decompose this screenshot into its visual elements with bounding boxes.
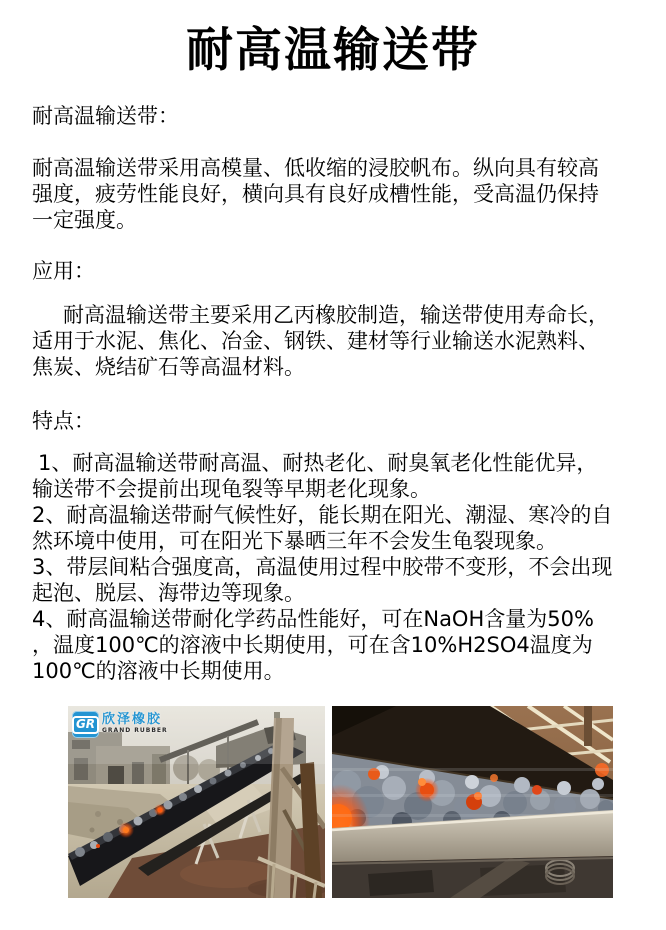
gr-logo-icon [72,711,99,738]
text-line: 一定强度。 [32,208,137,232]
brand-logo [72,711,168,738]
product-description [32,103,632,684]
text-line: 强度，疲劳性能良好，横向具有良好成槽性能，受高温仍保持 [32,182,599,206]
brand-name-en: GRAND RUBBER [102,727,168,734]
text-line: 耐高温输送带采用高模量、低收缩的浸胶帆布。纵向具有较高 [32,156,599,180]
photo-conveyor-installation [68,706,325,898]
text-line: 耐高温输送带主要采用乙丙橡胶制造，输送带使用寿命长， [63,303,609,327]
application-label: 应用： [32,259,95,283]
feature-line: 起泡、脱层、海带边等现象。 [32,581,305,605]
feature-line: 输送带不会提前出现龟裂等早期老化现象。 [32,477,431,501]
hot-material-illustration [332,706,613,898]
photo-hot-material-closeup [332,706,613,898]
product-photos [68,706,614,898]
text-line: 焦炭、烧结矿石等高温材料。 [32,355,305,379]
feature-line: 1、耐高温输送带耐高温、耐热老化、耐臭氧老化性能优异， [38,451,598,475]
intro-label: 耐高温输送带： [32,104,179,128]
gr-monogram: GR [72,716,99,734]
feature-line: 4、耐高温输送带耐化学药品性能好，可在NaOH含量为50% [32,607,594,631]
feature-line: 然环境中使用，可在阳光下暴晒三年不会发生龟裂现象。 [32,529,557,553]
brand-name-cn: 欣泽橡胶 [102,712,163,727]
feature-line: 100℃的溶液中长期使用。 [32,659,285,683]
text-line: 适用于水泥、焦化、冶金、钢铁、建材等行业输送水泥熟料、 [32,329,599,353]
brand-logo-text [102,711,168,735]
feature-line: ，温度100℃的溶液中长期使用，可在含10%H2SO4温度为 [32,633,593,657]
features-label: 特点： [32,409,95,433]
page-title: 耐高温输送带 [186,23,480,78]
feature-line: 3、带层间粘合强度高，高温使用过程中胶带不变形，不会出现 [32,555,613,579]
feature-line: 2、耐高温输送带耐气候性好，能长期在阳光、潮湿、寒冷的自 [32,503,613,527]
